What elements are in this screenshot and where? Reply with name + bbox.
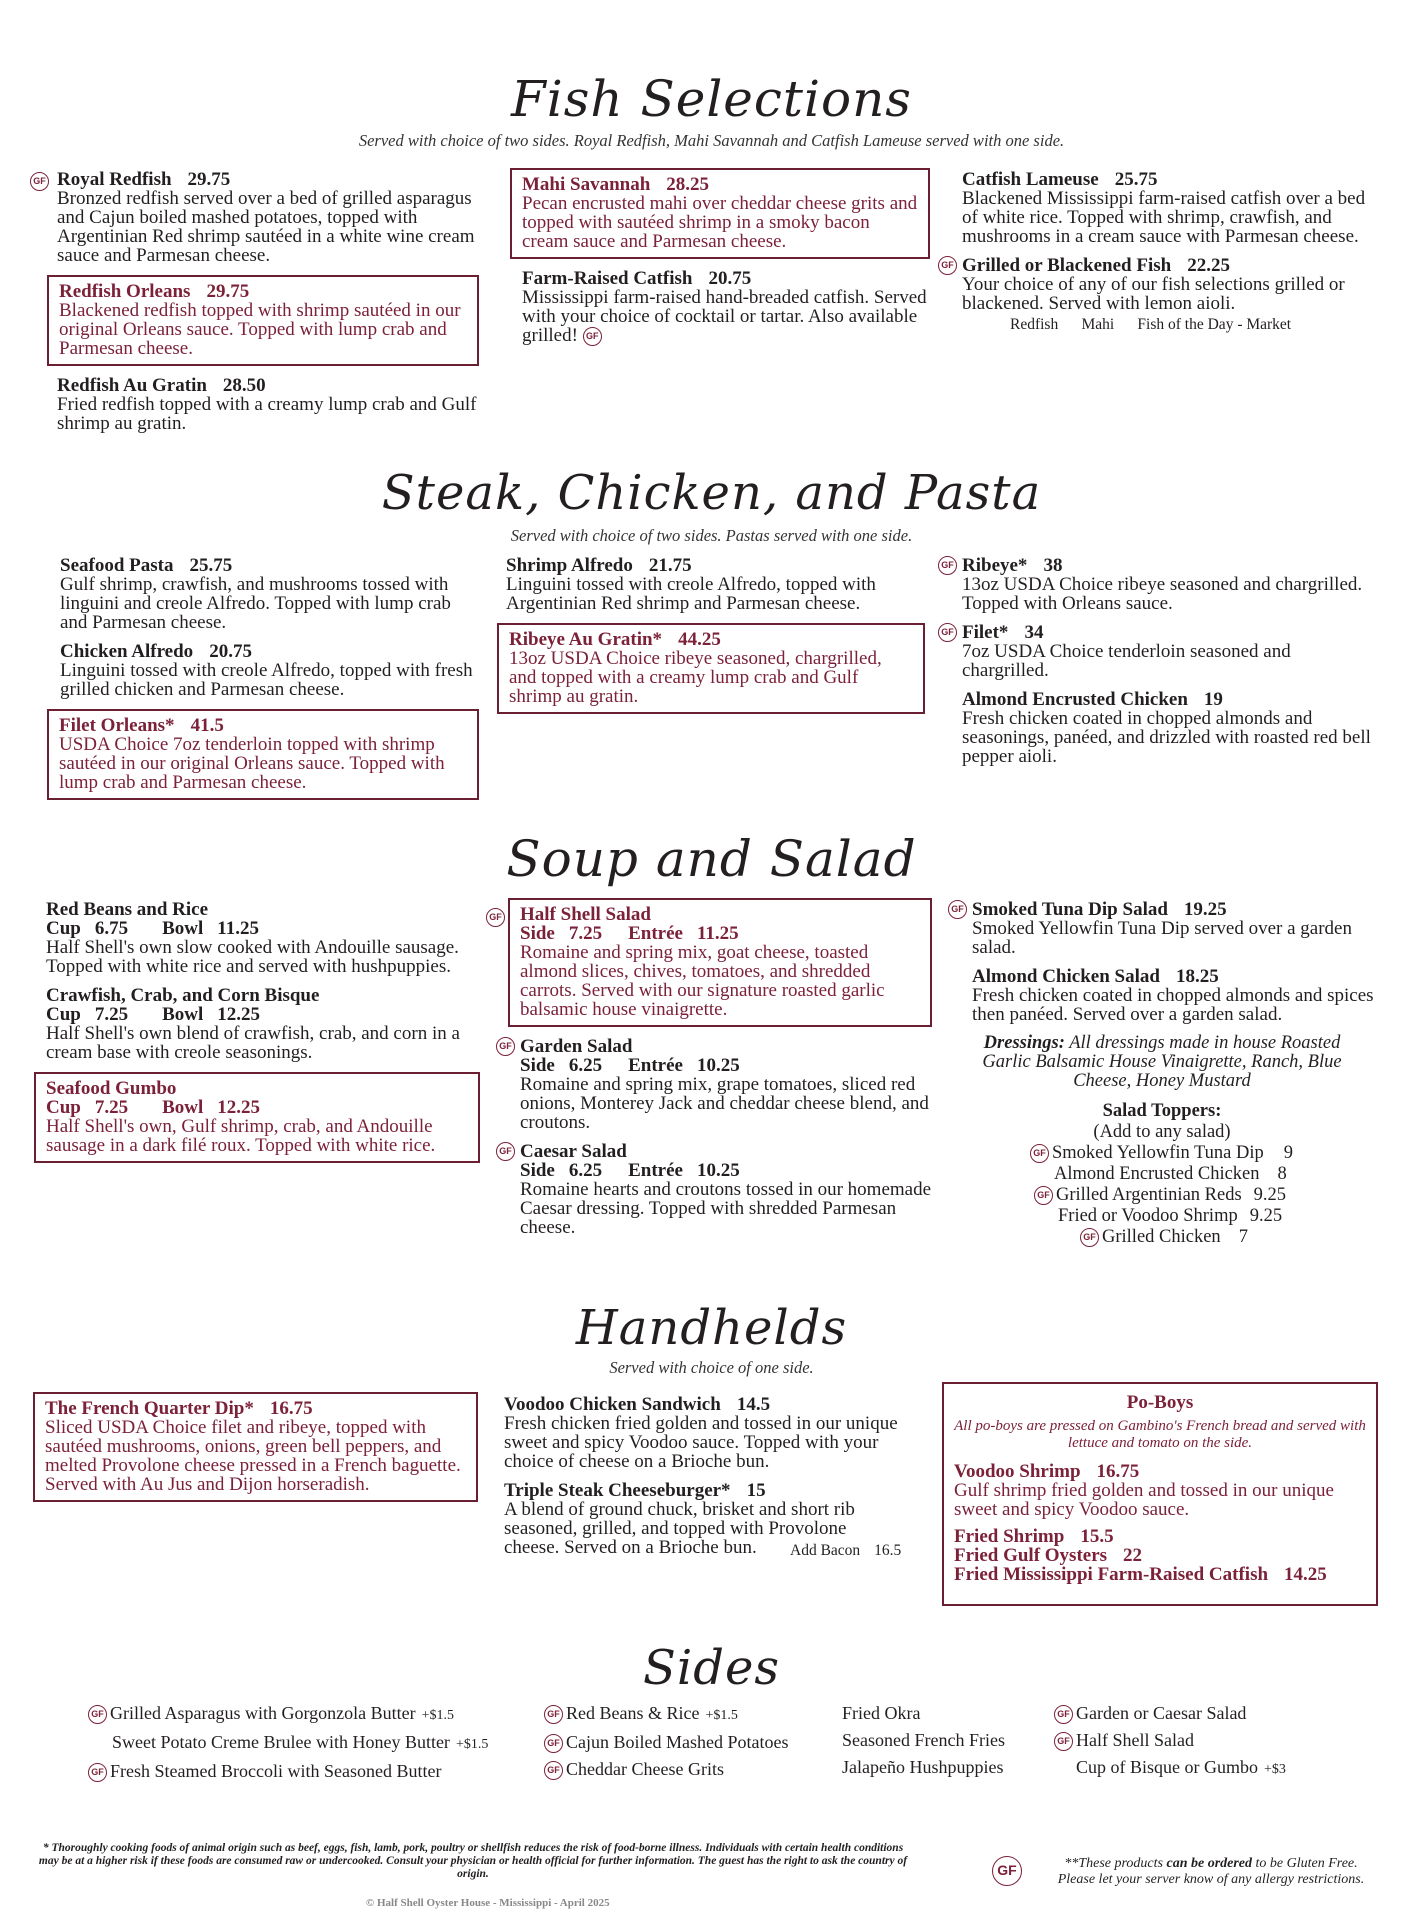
menu-item-caesar-salad	[499, 1141, 932, 1238]
bowl-price: 12.25	[217, 1004, 261, 1025]
menu-item-redfish-au-gratin	[57, 376, 477, 433]
item-name: Red Beans and Rice	[46, 899, 209, 920]
toppers-title: Salad Toppers:	[1102, 1101, 1222, 1121]
item-price: 18.25	[1175, 966, 1219, 987]
item-price: 16.75	[269, 1398, 313, 1419]
menu-item-garden-salad	[499, 1036, 932, 1133]
entree-price: 10.25	[696, 1160, 740, 1181]
item-desc: Romaine and spring mix, goat cheese, toasted almond slices, chives, tomatoes, and shredded carrots. Served with our signature roasted garlic balsamic house vinaigrette.	[520, 942, 885, 1020]
menu-item-ribeye-au-gratin	[497, 623, 925, 714]
gf-icon: GF	[938, 256, 957, 275]
topper-item	[1058, 1206, 1282, 1227]
item-name: Seafood Gumbo	[46, 1078, 177, 1099]
item-name: Almond Encrusted Chicken	[962, 689, 1188, 710]
item-desc: Linguini tossed with creole Alfredo, topped with Argentinian Red shrimp and Parmesan cheese.	[506, 574, 876, 614]
gf-icon: GF	[948, 900, 967, 919]
sides-col-3	[842, 1700, 1052, 1781]
steak-section-subtitle: Served with choice of two sides. Pastas served with one side.	[510, 526, 913, 545]
item-price: 14.25	[1284, 1564, 1327, 1585]
item-name: Half Shell Salad	[520, 904, 651, 925]
side-item: Jalapeño Hushpuppies	[842, 1757, 1004, 1777]
menu-item-fried-catfish	[954, 1565, 1366, 1584]
menu-item-redfish-orleans	[47, 275, 479, 366]
item-price: 28.25	[666, 174, 710, 195]
entree-label: Entrée	[628, 923, 683, 944]
item-name: Shrimp Alfredo	[506, 555, 633, 576]
cup-bowl-row	[46, 1005, 476, 1024]
fish-col-2	[510, 164, 930, 356]
side-name: Half Shell Salad	[1076, 1730, 1194, 1750]
side-name: Cajun Boiled Mashed Potatoes	[566, 1732, 789, 1752]
bowl-label: Bowl	[162, 918, 204, 939]
item-desc: Your choice of any of our fish selections grilled or blackened. Served with lemon aioli.	[962, 274, 1345, 314]
topper-item	[1034, 1185, 1286, 1206]
side-label: Side	[520, 923, 555, 944]
side-item	[544, 1756, 834, 1783]
gluten-free-note	[1030, 1856, 1392, 1888]
side-item	[544, 1700, 834, 1729]
item-name: The French Quarter Dip*	[45, 1398, 254, 1419]
menu-item-almond-chicken-salad	[972, 967, 1392, 1024]
side-name: Cheddar Cheese Grits	[566, 1759, 724, 1779]
topper-price: 7	[1238, 1227, 1248, 1247]
item-price: 15	[746, 1480, 766, 1501]
item-name: Catfish Lameuse	[962, 169, 1099, 190]
gf-icon: GF	[1080, 1228, 1099, 1247]
gf-icon: GF	[992, 1856, 1022, 1886]
item-name: Royal Redfish	[57, 169, 172, 190]
menu-item-red-beans	[46, 900, 476, 976]
menu-item-seafood-pasta	[60, 556, 480, 632]
poboys-box	[942, 1382, 1378, 1606]
side-item	[88, 1758, 528, 1785]
menu-item-filet	[941, 622, 1372, 681]
item-desc-text: Mississippi farm-raised hand-breaded catfish. Served with your choice of cocktail or tartar. Also available grilled!	[522, 287, 927, 346]
side-item	[1054, 1727, 1354, 1754]
toppers-list	[972, 1143, 1352, 1263]
steak-col-2	[506, 556, 930, 724]
item-name: Almond Chicken Salad	[972, 966, 1160, 987]
sides-col-4	[1054, 1700, 1354, 1783]
item-desc: Romaine hearts and croutons tossed in our homemade Caesar dressing. Topped with shredded Parmesan cheese.	[520, 1179, 932, 1238]
sides-col-2	[544, 1700, 834, 1783]
bowl-price: 12.25	[217, 1097, 261, 1118]
gf-icon: GF	[30, 172, 49, 191]
menu-item-fried-oysters	[954, 1546, 1366, 1565]
gf-icon: GF	[1054, 1705, 1073, 1724]
item-price: 22.25	[1187, 255, 1230, 276]
item-price: 20.75	[708, 268, 752, 289]
handhelds-col-1	[33, 1388, 478, 1512]
handhelds-col-2	[504, 1395, 924, 1567]
item-name: Voodoo Chicken Sandwich	[504, 1394, 721, 1415]
item-desc: 7oz USDA Choice tenderloin seasoned and chargrilled.	[962, 641, 1291, 681]
gf-note-b: can be ordered	[1166, 1856, 1253, 1871]
item-desc: Smoked Yellowfin Tuna Dip served over a garden salad.	[972, 918, 1352, 958]
topper-item	[1054, 1164, 1287, 1185]
item-price: 19.25	[1183, 899, 1227, 920]
bowl-price: 11.25	[217, 918, 259, 939]
copyright: © Half Shell Oyster House - Mississippi - April 2025	[366, 1897, 610, 1909]
menu-item-voodoo-sandwich	[504, 1395, 924, 1471]
fish-options: Redfish Mahi Fish of the Day - Market	[1010, 316, 1292, 333]
item-desc: Half Shell's own blend of crawfish, crab, and corn in a cream base with creole seasonings.	[46, 1023, 460, 1063]
topper-name: Grilled Chicken	[1102, 1227, 1221, 1247]
side-item: Fried Okra	[842, 1703, 921, 1723]
item-price: 16.75	[1096, 1461, 1140, 1482]
item-name: Grilled or Blackened Fish	[962, 255, 1172, 276]
fish-section-title: Fish Selections	[511, 70, 912, 128]
gf-note-a: **These products	[1064, 1856, 1167, 1871]
gf-icon: GF	[1054, 1732, 1073, 1751]
item-price: 25.75	[189, 555, 233, 576]
menu-item-filet-orleans	[47, 709, 479, 800]
cup-bowl-row	[46, 1098, 468, 1117]
cup-price: 7.25	[94, 1097, 129, 1118]
menu-item-chicken-alfredo	[60, 642, 480, 699]
gf-note-line-2: Please let your server know of any allergy restrictions.	[1057, 1872, 1365, 1887]
side-extra: +$1.5	[421, 1708, 455, 1723]
addon-label: Add Bacon	[790, 1542, 861, 1559]
item-name: Redfish Au Gratin	[57, 375, 207, 396]
item-desc: Romaine and spring mix, grape tomatoes, sliced red onions, Monterey Jack and cheddar cheese blend, and croutons.	[520, 1074, 929, 1133]
item-price: 20.75	[209, 641, 252, 662]
item-desc: Sliced USDA Choice filet and ribeye, topped with sautéed mushrooms, onions, green bell peppers, and melted Provolone cheese pressed in a French baguette. Served with Au Jus and Dijon horseradish.	[45, 1417, 461, 1495]
side-item	[88, 1700, 528, 1729]
gf-icon: GF	[544, 1761, 563, 1780]
side-extra: +$3	[1264, 1762, 1286, 1777]
gf-icon: GF	[544, 1734, 563, 1753]
handhelds-section-title: Handhelds	[575, 1300, 848, 1356]
entree-label: Entrée	[628, 1160, 683, 1181]
cup-price: 6.75	[94, 918, 129, 939]
item-name: Filet Orleans*	[59, 715, 175, 736]
dressings-text: All dressings made in house Roasted Garlic Balsamic House Vinaigrette, Ranch, Blue Cheese, Honey Mustard	[982, 1033, 1342, 1091]
menu-item-farm-catfish	[510, 269, 930, 346]
menu-item-gumbo	[34, 1072, 480, 1163]
gf-icon: GF	[1030, 1144, 1049, 1163]
item-price: 29.75	[187, 169, 231, 190]
item-price: 29.75	[206, 281, 250, 302]
item-price: 44.25	[678, 629, 721, 650]
item-name: Ribeye Au Gratin*	[509, 629, 663, 650]
sides-col-1	[88, 1700, 528, 1785]
side-item	[88, 1729, 528, 1758]
entree-price: 10.25	[696, 1055, 740, 1076]
item-price: 22	[1123, 1545, 1143, 1566]
soup-section-title: Soup and Salad	[506, 830, 917, 888]
item-name: Seafood Pasta	[60, 555, 174, 576]
food-safety-warning: * Thoroughly cooking foods of animal origin such as beef, eggs, fish, lamb, pork, poultry or shellfish reduces the risk of food-borne illness. Individuals with certain health conditions may be at a higher risk if these foods are consumed raw or undercooked. Consult your physician or health official for further information. The guest has the right to ask the country of origin.	[38, 1842, 908, 1880]
item-desc: Gulf shrimp, crawfish, and mushrooms tossed with linguini and creole Alfredo. Topped with lump crab and Parmesan cheese.	[60, 574, 451, 633]
steak-col-3	[941, 555, 1372, 776]
item-name: Caesar Salad	[520, 1141, 627, 1162]
side-name: Sweet Potato Creme Brulee with Honey Butter	[112, 1732, 450, 1752]
dressings-label: Dressings:	[983, 1033, 1065, 1053]
gf-icon: GF	[1034, 1186, 1053, 1205]
item-name: Fried Gulf Oysters	[954, 1545, 1108, 1566]
poboys-title: Po-Boys	[1126, 1392, 1194, 1413]
gf-note-line-1	[1030, 1856, 1392, 1872]
item-price: 28.50	[222, 375, 266, 396]
item-desc: 13oz USDA Choice ribeye seasoned, chargrilled, and topped with a creamy lump crab and Gulf shrimp au gratin.	[509, 648, 882, 707]
topper-item	[1030, 1143, 1293, 1164]
menu-item-ribeye	[941, 555, 1372, 614]
side-price: 7.25	[568, 923, 603, 944]
item-name: Farm-Raised Catfish	[522, 268, 693, 289]
entree-label: Entrée	[628, 1055, 683, 1076]
side-name: Cup of Bisque or Gumbo	[1076, 1757, 1258, 1777]
toppers-block	[972, 1101, 1352, 1143]
item-name: Mahi Savannah	[522, 174, 651, 195]
side-item	[1054, 1754, 1354, 1783]
menu-item-tuna-dip-salad	[951, 899, 1392, 958]
item-desc: Fried redfish topped with a creamy lump crab and Gulf shrimp au gratin.	[57, 394, 477, 434]
fish-section-subtitle: Served with choice of two sides. Royal Redfish, Mahi Savannah and Catfish Lameuse served with one side.	[358, 131, 1065, 150]
item-desc: Half Shell's own, Gulf shrimp, crab, and Andouille sausage in a dark filé roux. Topped with white rice.	[46, 1116, 436, 1156]
item-price: 41.5	[190, 715, 224, 736]
item-price: 19	[1203, 689, 1223, 710]
gf-icon: GF	[486, 908, 505, 927]
fish-col-3	[941, 169, 1372, 344]
cup-label: Cup	[46, 1097, 81, 1118]
menu-item-almond-chicken	[962, 690, 1372, 766]
item-desc	[522, 288, 930, 346]
side-price: 6.25	[568, 1055, 603, 1076]
topper-price: 9.25	[1253, 1185, 1287, 1205]
cup-label: Cup	[46, 1004, 81, 1025]
side-item	[1054, 1700, 1354, 1727]
item-desc: Fresh chicken coated in chopped almonds and spices then panéed. Served over a garden salad.	[972, 985, 1374, 1025]
side-entree-row	[520, 1056, 932, 1075]
menu-item-voodoo-shrimp	[954, 1462, 1366, 1519]
sides-section-title: Sides	[643, 1640, 780, 1696]
item-price: 34	[1024, 622, 1044, 643]
poboys-note: All po-boys are pressed on Gambino's French bread and served with lettuce and tomato on the side.	[954, 1418, 1366, 1451]
item-desc: Fresh chicken coated in chopped almonds and seasonings, panéed, and drizzled with roasted red bell pepper aioli.	[962, 708, 1371, 767]
topper-price: 9	[1283, 1143, 1294, 1163]
menu-item-shrimp-alfredo	[506, 556, 930, 613]
side-name: Garden or Caesar Salad	[1076, 1703, 1247, 1723]
menu-item-french-dip	[33, 1392, 478, 1502]
item-desc: Linguini tossed with creole Alfredo, topped with fresh grilled chicken and Parmesan cheese.	[60, 660, 473, 700]
item-price: 25.75	[1114, 169, 1158, 190]
side-price: 6.25	[568, 1160, 603, 1181]
topper-name: Almond Encrusted Chicken	[1054, 1164, 1260, 1184]
gf-icon: GF	[496, 1037, 515, 1056]
item-desc: Blackened Mississippi farm-raised catfish over a bed of white rice. Topped with shrimp, crawfish, and mushrooms in a cream sauce with Parmesan cheese.	[962, 188, 1366, 247]
side-name: Grilled Asparagus with Gorgonzola Butter	[110, 1703, 416, 1723]
item-name: Triple Steak Cheeseburger*	[504, 1480, 731, 1501]
topper-price: 8	[1277, 1164, 1287, 1184]
gf-icon: GF	[88, 1705, 107, 1724]
soup-col-2	[489, 894, 932, 1247]
item-name: Voodoo Shrimp	[954, 1461, 1081, 1482]
item-name: Chicken Alfredo	[60, 641, 194, 662]
dressings-block	[972, 1034, 1352, 1091]
item-name: Smoked Tuna Dip Salad	[972, 899, 1168, 920]
item-name: Fried Shrimp	[954, 1526, 1065, 1547]
side-name: Fresh Steamed Broccoli with Seasoned Butter	[110, 1761, 442, 1781]
gf-icon: GF	[544, 1705, 563, 1724]
cup-price: 7.25	[94, 1004, 129, 1025]
item-name: Ribeye*	[962, 555, 1028, 576]
item-name: Fried Mississippi Farm-Raised Catfish	[954, 1564, 1269, 1585]
topper-name: Fried or Voodoo Shrimp	[1058, 1206, 1238, 1226]
side-extra: +$1.5	[455, 1737, 489, 1752]
menu-item-royal-redfish	[57, 170, 477, 265]
item-desc: A blend of ground chuck, brisket and short rib seasoned, grilled, and topped with Provolone cheese. Served on a Brioche bun.	[504, 1499, 855, 1558]
toppers-subtitle: (Add to any salad)	[1093, 1122, 1231, 1142]
cup-label: Cup	[46, 918, 81, 939]
gf-note-c: to be Gluten Free.	[1252, 1856, 1358, 1871]
handhelds-section-subtitle: Served with choice of one side.	[609, 1358, 814, 1377]
side-entree-row	[520, 924, 920, 943]
item-desc: Fresh chicken fried golden and tossed in our unique sweet and spicy Voodoo sauce. Topped with your choice of cheese on a Brioche bun.	[504, 1413, 898, 1472]
menu-item-mahi-savannah	[510, 168, 930, 259]
steak-col-1	[60, 556, 480, 810]
bowl-label: Bowl	[162, 1097, 204, 1118]
side-item: Seasoned French Fries	[842, 1730, 1005, 1750]
menu-item-bisque	[46, 986, 476, 1062]
cup-bowl-row	[46, 919, 476, 938]
item-name: Crawfish, Crab, and Corn Bisque	[46, 985, 320, 1006]
side-label: Side	[520, 1160, 555, 1181]
topper-item	[1080, 1227, 1248, 1248]
entree-price: 11.25	[696, 923, 739, 944]
item-price: 15.5	[1080, 1526, 1114, 1547]
gf-icon: GF	[938, 623, 957, 642]
item-desc: Blackened redfish topped with shrimp sautéed in our original Orleans sauce. Topped with lump crab and Parmesan cheese.	[59, 300, 461, 359]
fish-col-1	[57, 170, 477, 443]
item-desc: Bronzed redfish served over a bed of grilled asparagus and Cajun boiled mashed potatoes, topped with Argentinian Red shrimp sautéed in a white wine cream sauce and Parmesan cheese.	[57, 188, 475, 266]
side-extra: +$1.5	[705, 1708, 738, 1723]
item-desc: USDA Choice 7oz tenderloin topped with shrimp sautéed in our original Orleans sauce. Topped with lump crab and Parmesan cheese.	[59, 734, 445, 793]
side-item	[544, 1729, 834, 1756]
topper-name: Grilled Argentinian Reds	[1056, 1185, 1242, 1205]
soup-col-1	[46, 900, 476, 1173]
item-name: Garden Salad	[520, 1036, 633, 1057]
side-name: Red Beans & Rice	[566, 1703, 700, 1723]
item-desc: Half Shell's own slow cooked with Andouille sausage. Topped with white rice and served with hushpuppies.	[46, 937, 459, 977]
item-price: 21.75	[648, 555, 692, 576]
addon-row	[790, 1541, 901, 1560]
gf-icon: GF	[583, 327, 602, 346]
item-desc: Gulf shrimp fried golden and tossed in our unique sweet and spicy Voodoo sauce.	[954, 1480, 1334, 1520]
menu-item-cheeseburger	[504, 1481, 924, 1557]
menu-item-catfish-lameuse	[962, 170, 1372, 246]
item-name: Redfish Orleans	[59, 281, 191, 302]
menu-item-grilled-blackened	[941, 255, 1372, 334]
gf-icon: GF	[938, 556, 957, 575]
gf-icon: GF	[496, 1142, 515, 1161]
topper-price: 9.25	[1249, 1206, 1283, 1226]
steak-section-title: Steak, Chicken, and Pasta	[381, 465, 1042, 521]
menu-item-half-shell-salad	[489, 898, 932, 1027]
item-price: 14.5	[736, 1394, 771, 1415]
item-price: 38	[1043, 555, 1063, 576]
side-entree-row	[520, 1161, 932, 1180]
item-desc: 13oz USDA Choice ribeye seasoned and chargrilled. Topped with Orleans sauce.	[962, 574, 1363, 614]
gf-icon: GF	[88, 1763, 107, 1782]
side-label: Side	[520, 1055, 555, 1076]
item-name: Filet*	[962, 622, 1009, 643]
addon-price: 16.5	[874, 1542, 902, 1559]
menu-item-fried-shrimp	[954, 1527, 1366, 1546]
soup-col-3	[951, 899, 1392, 1263]
bowl-label: Bowl	[162, 1004, 204, 1025]
topper-name: Smoked Yellowfin Tuna Dip	[1052, 1143, 1264, 1163]
item-desc: Pecan encrusted mahi over cheddar cheese grits and topped with sautéed shrimp in a smoky bacon cream sauce and Parmesan cheese.	[522, 193, 918, 252]
